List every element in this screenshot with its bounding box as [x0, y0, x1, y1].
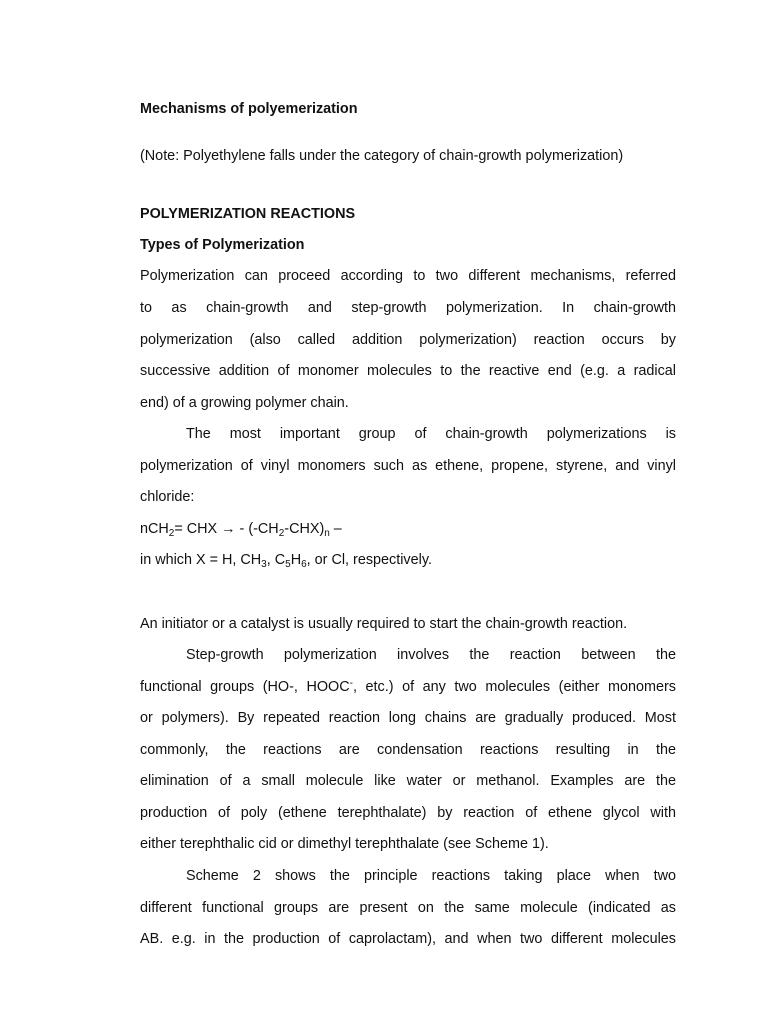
p5-line-3: AB. e.g. in the production of caprolactam), and when two different molecules: [140, 931, 676, 947]
p3-line: An initiator or a catalyst is usually required to start the chain-growth reaction.: [140, 616, 628, 632]
p4-line-2: [140, 678, 676, 696]
text-part: , etc.) of any two molecules (either monomers: [352, 679, 676, 695]
polymerization-equation: [140, 520, 676, 538]
p4-line-4: commonly, the reactions are condensation reactions resulting in the: [140, 742, 676, 758]
p1-line-2: to as chain-growth and step-growth polymerization. In chain-growth: [140, 300, 676, 316]
p4-line-1: Step-growth polymerization involves the reaction between the: [186, 647, 676, 663]
superscript: -: [349, 678, 353, 689]
p1-line-5: end) of a growing polymer chain.: [140, 395, 349, 411]
p5-line-1: Scheme 2 shows the principle reactions taking place when two: [186, 868, 676, 884]
text-part: in which X = H, CH: [140, 552, 262, 568]
eq-part: –: [329, 521, 342, 537]
section-heading: POLYMERIZATION REACTIONS: [140, 206, 356, 222]
eq-part: = CHX: [174, 521, 222, 537]
text-part: , C: [266, 552, 286, 568]
eq-subscript: n: [324, 528, 330, 539]
text-part: functional groups (HO-, HOOC: [140, 679, 350, 695]
substituent-line: [140, 551, 676, 569]
p4-line-6: production of poly (ethene terephthalate) by reaction of ethene glycol with: [140, 805, 676, 821]
note-line: (Note: Polyethylene falls under the category of chain-growth polymerization): [140, 148, 624, 164]
eq-part: - (-CH: [235, 521, 279, 537]
p5-line-2: different functional groups are present on the same molecule (indicated as: [140, 900, 676, 916]
p4-line-5: elimination of a small molecule like water or methanol. Examples are the: [140, 773, 676, 789]
subscript: 3: [261, 559, 267, 570]
eq-subscript: 2: [168, 528, 175, 539]
p2-line-1: The most important group of chain-growth polymerizations is: [186, 426, 676, 442]
eq-part: -CHX): [284, 521, 325, 537]
p1-line-1: Polymerization can proceed according to two different mechanisms, referred: [140, 268, 676, 284]
p4-line-3: or polymers). By repeated reaction long chains are gradually produced. Most: [140, 710, 676, 726]
subheading: Types of Polymerization: [140, 237, 305, 253]
p1-line-4: successive addition of monomer molecules to the reactive end (e.g. a radical: [140, 363, 676, 379]
subscript: 6: [301, 559, 307, 570]
text-part: , or Cl, respectively.: [306, 552, 432, 568]
arrow-icon: →: [221, 521, 236, 537]
p4-line-7: either terephthalic cid or dimethyl terephthalate (see Scheme 1).: [140, 836, 549, 852]
eq-part: nCH: [140, 521, 169, 537]
text-part: H: [290, 552, 302, 568]
doc-title: Mechanisms of polyemerization: [140, 101, 358, 117]
p2-line-3: chloride:: [140, 489, 195, 505]
p2-line-2: polymerization of vinyl monomers such as ethene, propene, styrene, and vinyl: [140, 458, 676, 474]
p1-line-3: polymerization (also called addition polymerization) reaction occurs by: [140, 332, 676, 348]
subscript: 5: [285, 559, 291, 570]
eq-subscript: 2: [278, 528, 285, 539]
